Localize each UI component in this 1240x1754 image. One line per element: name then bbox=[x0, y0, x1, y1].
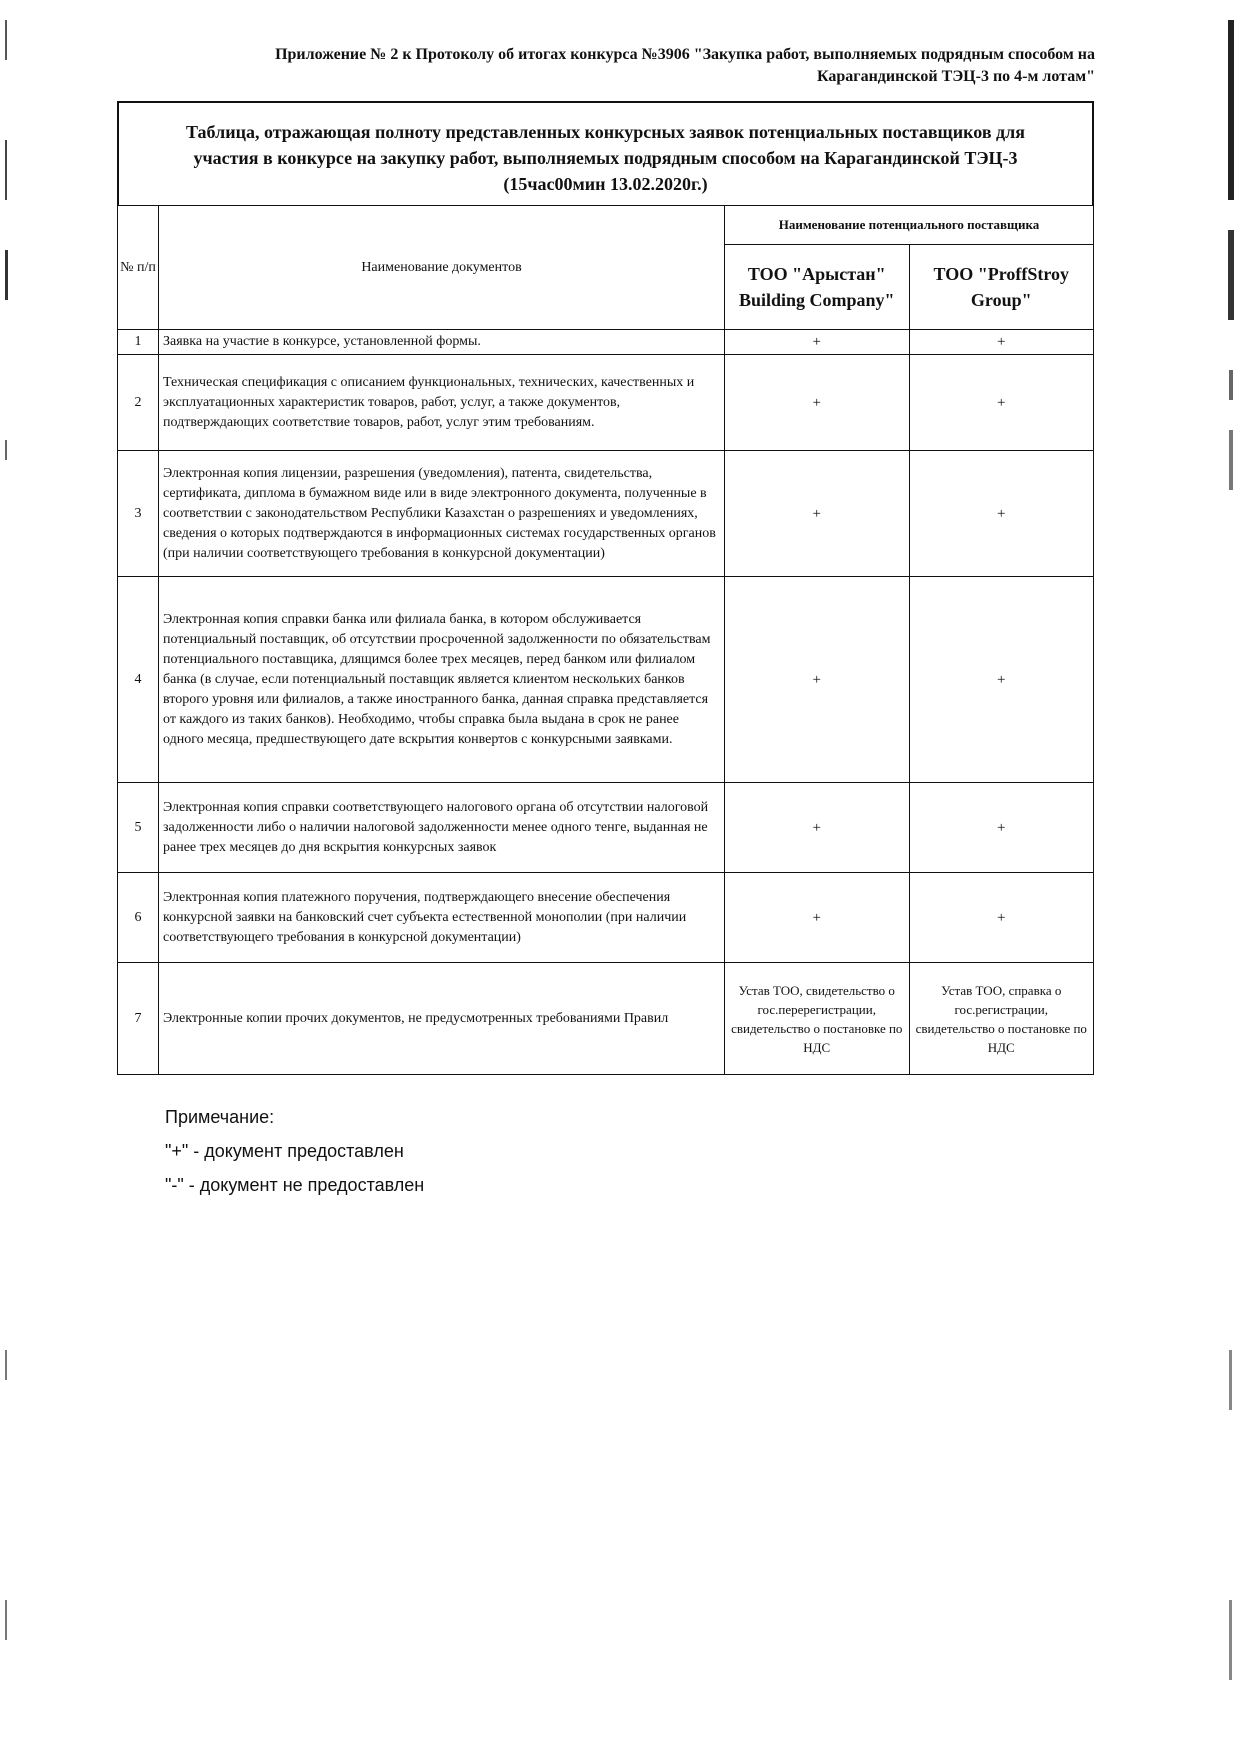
supplier-2-note: Устав ТОО, справка о гос.регистрации, свидетельство о постановке по НДС bbox=[909, 963, 1094, 1075]
col-supplier-group-header: Наименование потенциального поставщика bbox=[725, 206, 1094, 245]
supplier-1-mark: + bbox=[725, 355, 910, 451]
supplier-2-mark: + bbox=[909, 355, 1094, 451]
legend-notes bbox=[165, 1100, 424, 1202]
scan-edge-left bbox=[4, 0, 10, 1754]
row-description: Электронные копии прочих документов, не предусмотренных требованиями Правил bbox=[159, 963, 725, 1075]
header-line-1: Приложение № 2 к Протоколу об итогах конкурса №3906 "Закупка работ, выполняемых подрядным способом на bbox=[275, 46, 1095, 63]
table-title bbox=[117, 101, 1094, 205]
col-docs-header: Наименование документов bbox=[159, 206, 725, 330]
supplier-1-mark: + bbox=[725, 873, 910, 963]
supplier-2-mark: + bbox=[909, 577, 1094, 783]
row-description: Заявка на участие в конкурсе, установленной формы. bbox=[159, 330, 725, 355]
row-description: Электронная копия справки банка или филиала банка, в котором обслуживается потенциальный поставщик, об отсутствии просроченной задолженности по обязательствам потенциального поставщика, длящимся более трех месяцев, перед банком или филиалом банка (в случае, если потенциальный поставщик является клиентом нескольких банков второго уровня или филиалов, а также иностранного банка, данная справка представляется от каждого из таких банков). Необходимо, чтобы справка была выдана в срок не ранее одного месяца, предшествующего дате вскрытия конвертов с конкурсными заявками. bbox=[159, 577, 725, 783]
table-title-line-3: (15час00мин 13.02.2020г.) bbox=[503, 174, 708, 194]
supplier-1-header bbox=[725, 245, 910, 330]
table-title-line-1: Таблица, отражающая полноту представленных конкурсных заявок потенциальных поставщиков для bbox=[186, 122, 1025, 142]
table-header-row-1 bbox=[118, 206, 1094, 245]
supplier-2-mark: + bbox=[909, 451, 1094, 577]
supplier-1-mark: + bbox=[725, 330, 910, 355]
supplier-1-mark: + bbox=[725, 451, 910, 577]
supplier-2-mark: + bbox=[909, 873, 1094, 963]
table-row bbox=[118, 873, 1094, 963]
table-row bbox=[118, 330, 1094, 355]
row-number: 3 bbox=[118, 451, 159, 577]
supplier-1-mark: + bbox=[725, 577, 910, 783]
col-num-header: № п/п bbox=[118, 206, 159, 330]
supplier-1-mark: + bbox=[725, 783, 910, 873]
notes-minus: "-" - документ не предоставлен bbox=[165, 1175, 425, 1195]
supplier-2-header bbox=[909, 245, 1094, 330]
table-row bbox=[118, 963, 1094, 1075]
table-row bbox=[118, 451, 1094, 577]
supplier-1-name-line-1: ТОО "Арыстан" bbox=[747, 264, 886, 284]
supplier-2-mark: + bbox=[909, 783, 1094, 873]
row-description: Электронная копия платежного поручения, подтверждающего внесение обеспечения конкурсной заявки на банковский счет субъекта естественной монополии (при наличии соответствующего требования в конкурсной документации) bbox=[159, 873, 725, 963]
row-number: 1 bbox=[118, 330, 159, 355]
row-number: 6 bbox=[118, 873, 159, 963]
notes-title: Примечание: bbox=[165, 1107, 275, 1127]
table-row bbox=[118, 783, 1094, 873]
supplier-1-name-line-2: Building Company" bbox=[738, 290, 895, 310]
table-row bbox=[118, 355, 1094, 451]
supplier-2-name-line-1: ТОО "ProffStroy bbox=[933, 264, 1070, 284]
row-description: Техническая спецификация с описанием функциональных, технических, качественных и эксплуатационных характеристик товаров, работ, услуг, а также документов, подтверждающих соответствие товаров, работ, услуг этим требованиям. bbox=[159, 355, 725, 451]
completeness-table-wrap bbox=[117, 101, 1094, 1075]
supplier-1-note: Устав ТОО, свидетельство о гос.перерегистрации, свидетельство о постановке по НДС bbox=[725, 963, 910, 1075]
completeness-table bbox=[117, 205, 1094, 1075]
document-header bbox=[140, 44, 1095, 88]
supplier-2-mark: + bbox=[909, 330, 1094, 355]
supplier-2-name-line-2: Group" bbox=[970, 290, 1032, 310]
row-number: 2 bbox=[118, 355, 159, 451]
table-title-line-2: участия в конкурсе на закупку работ, выполняемых подрядным способом на Карагандинской ТЭЦ-3 bbox=[193, 148, 1018, 168]
scan-edge-right bbox=[1226, 0, 1236, 1754]
header-line-2: Карагандинской ТЭЦ-3 по 4-м лотам" bbox=[817, 68, 1095, 85]
row-number: 4 bbox=[118, 577, 159, 783]
notes-plus: "+" - документ предоставлен bbox=[165, 1141, 404, 1161]
row-description: Электронная копия лицензии, разрешения (уведомления), патента, свидетельства, сертификата, диплома в бумажном виде или в виде электронного документа, полученные в соответствии с законодательством Республики Казахстан о разрешениях и уведомлениях, сведения о которых подтверждаются в информационных системах государственных органов (при наличии соответствующего требования в конкурсной документации) bbox=[159, 451, 725, 577]
row-number: 7 bbox=[118, 963, 159, 1075]
row-description: Электронная копия справки соответствующего налогового органа об отсутствии налоговой задолженности либо о наличии налоговой задолженности менее одного тенге, выданная не ранее трех месяцев до дня вскрытия конкурсных заявок bbox=[159, 783, 725, 873]
table-row bbox=[118, 577, 1094, 783]
row-number: 5 bbox=[118, 783, 159, 873]
